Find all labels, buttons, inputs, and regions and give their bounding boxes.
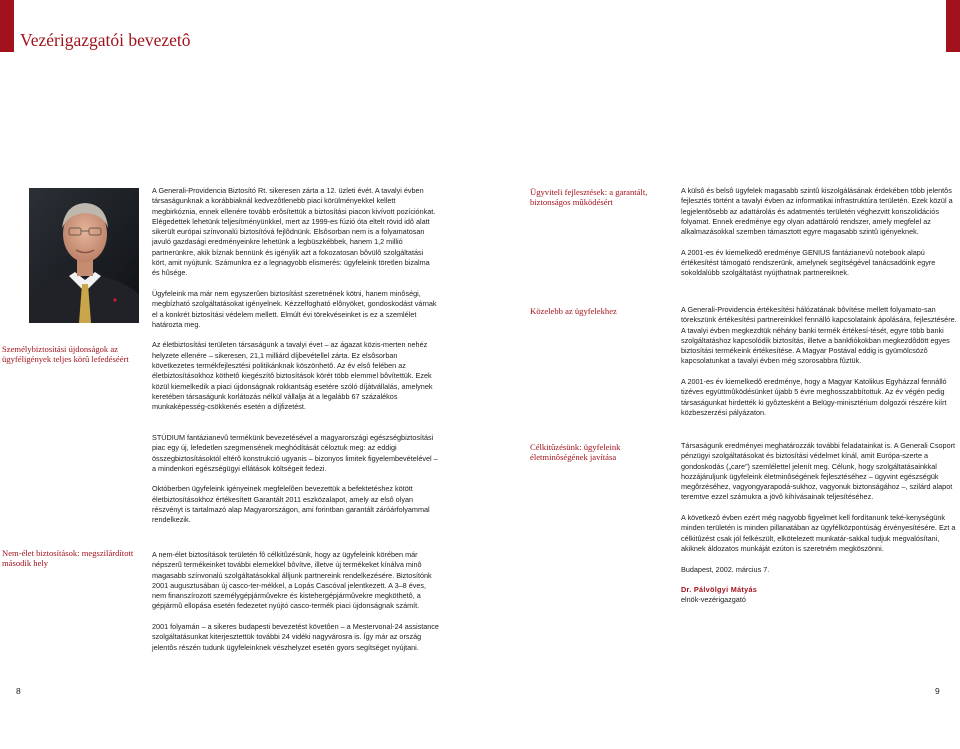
paragraph: Októberben ügyfeleink igényeinek megfelelôen bevezettük a befektetéshez kötött életbiztosításokhoz értékesített Garantált 2011 eszközalapot, amely az elsô olyan részvényt is tartalmazó alap Magyarországon, ami forintban garantált záróárfolyammal rendelkezik. bbox=[152, 484, 430, 525]
left-column-text bbox=[152, 186, 439, 423]
page-title: Vezérigazgatói bevezetô bbox=[20, 30, 191, 50]
left-column-text-nonlife bbox=[152, 550, 439, 663]
paragraph: A következô évben ezért még nagyobb figyelmet kell fordítanunk teké-kenységünk minden területén is minden pillanatában az ügyfélközpontúság érvényesítésére. Ezt a célkitûzést csak jól felkészült, elkötelezett munkatár-sakkal tudjuk megvalósítani, akiknek áldozatos munkáját ezúton is szeretném megköszönni. bbox=[681, 513, 956, 553]
left-accent-bar bbox=[0, 0, 14, 52]
side-heading-life: Személybiztosítási újdonságok az ügyféligények teljes körû lefedéséért bbox=[2, 344, 129, 365]
paragraph: A Generali-Providencia Biztosító Rt. sikeresen zárta a 12. üzleti évét. A tavalyi évben társaságunknak a korábbiaknál kedvezôtlenebb piaci körülményekkel kellett megbirkóznia, ennek ellenére tovább erôsítettük a biztosítási piacon kivívott pozíciónkat. Elégedettek lehetünk teljesítményünkkel, mert az 1999-es fúzió óta eltelt rövid idô alatt sikerült európai színvonalú biztosítóvá fejlôdnünk. Elsôsorban nem is a folyamatosan javuló gazdasági eredményeinkre lehetünk a legbüszkébbek, hanem 1,2 millió partnerünkre, akik bíznak bennünk és igénylik azt a fokozatosan bôvülô szolgáltatási kört, amit nyújtunk. Számunkra ez a legnagyobb elismerés: ügyfeleink töretlen bizalma és hûsége. bbox=[152, 186, 436, 278]
side-heading-it: Ügyviteli fejlesztések: a garantált, biztonságos mûködésért bbox=[530, 187, 648, 208]
signature-date: Budapest, 2002. március 7. bbox=[681, 564, 770, 574]
side-heading-goals: Célkitûzésünk: ügyfeleink életminôségének javítása bbox=[530, 442, 621, 463]
signature-name: Dr. Pálvölgyi Mátyás bbox=[681, 585, 758, 595]
paragraph: A külsô és belsô ügyfelek magasabb szintû kiszolgálásának érdekében több jelentôs fejlesztés történt a tavalyi évben az informatikai infrastruktúra területén. Ezek közül a legjelentôsebb az adattárolás és adatmentés területén véghezvitt konszolidációs folyamat. Ennek eredménye egy olyan adattároló rendszer, amely megfelel az alkalmazásokkal szemben támasztott egyre magasabb szintû igényeknek. bbox=[681, 186, 953, 237]
paragraph: 2001 folyamán – a sikeres budapesti bevezetést követôen – a Mestervonal-24 assistance szolgáltatásunkat kiterjesztettük további 24 vidéki nagyvárosra is. Így már az ország jelentôs részén tudunk ügyfeleinknek vészhelyzet esetén gyors segítséget nyújtani. bbox=[152, 622, 439, 652]
side-heading-customers: Közelebb az ügyfelekhez bbox=[530, 306, 617, 316]
portrait-photo bbox=[29, 188, 139, 323]
right-column-text-customers bbox=[681, 305, 957, 429]
paragraph: STÚDIUM fantázianevû termékünk bevezetésével a magyarországi egészségbiztosítási piac egy új, lefedetlen szegmensének meghódítását céloztuk meg: az eddigi összegbiztosításoktól eltérô konstrukció ugyanis – bizonyos limitek figyelembevételével – a mindenkori egészségügyi ellátások költségeit fedezi. bbox=[152, 433, 438, 473]
page-number-right: 9 bbox=[935, 686, 940, 696]
paragraph: Az életbiztosítási területen társaságunk a tavalyi évet – az ágazat közis-merten nehéz helyzete ellenére – sikeresen, 21,1 milliárd díjbevétellel zárta. Ez elsôsorban következetes termékfejlesztési politikánknak köszönhetô. Az év elsô felében az életbiztosításokhoz köthetô kiegészítô biztosítások körét több elemmel bôvítettük. Ezek közül kiemelkedik a piaci újdonságnak rokkantság esetére szóló díjátvállalás, amelynek keretében társaságunk korlátozás nélkül vállalja át a legalább 67 százalékos munkaképesség-csökkenés esetén a díjfizetést. bbox=[152, 340, 433, 412]
paragraph: A 2001-es év kiemelkedô eredménye, hogy a Magyar Katolikus Egyházzal fennálló tizéves együttmûködésünket újabb 5 évre meghosszabbítottuk. Az év végén pedig társaságunkat hirdették ki gyôztesként a Belügy-minisztérium dolgozói részére kiírt közbeszerzési pályázaton. bbox=[681, 377, 947, 417]
paragraph: A 2001-es év kiemelkedô eredménye GENIUS fantázianevû notebook alapú értékesítést támogató rendszerünk, amelynek segítségével tanácsadóink egyre sokoldalúbb szolgáltatást nyújthatnak partnereiknek. bbox=[681, 247, 936, 278]
right-accent-bar bbox=[946, 0, 960, 52]
paragraph: Társaságunk eredményei meghatározzák további feladatainkat is. A Generali Csoport pénzügyi szolgáltatásokat és biztosítási védelmet kínál, amit Európa-szerte a gondoskodás („care”) szemlélettel jelenít meg. Célunk, hogy szolgáltatásainkkal hozzájáruljunk ügyfeleink életminôségének fejlesztéséhez – ügyvint egészségük megôrzéséhez, vagyongyarapodá-sukhoz, vagyonuk biztonságához –, szilárd alapot teremtve ezzel számukra a jövô kihívásainak teljesítéséhez. bbox=[681, 441, 956, 502]
paragraph: A nem-élet biztosítások területén fô célkitûzésünk, hogy az ügyfeleink körében már népszerû termékeinket további elemekkel bôvítve, illetve új termékeket kínálva minô magasabb színvonalú szolgáltatásokkal álljunk partnereink rendelkezésére. Biztosítónk 2001 augusztusában új casco-ter-mékkel, a Lopás Cascóval jelentkezett. A 3–8 éves, nem finanszírozott személygépjármûvekre és kistehergépjármûvekre megköthetô, a gépjármû ellopása esetén fedezetet nyújtó casco-termék piaci újdonságnak számít. bbox=[152, 550, 432, 611]
page-number-left: 8 bbox=[16, 686, 21, 696]
paragraph: Ügyfeleink ma már nem egyszerûen biztosítást szeretnének kötni, hanem minôségi, megbízható szolgáltatásokat igényelnek. Kézzelfogható elônyöket, gondoskodást várnak el a konkrét biztosítási védelem mellett. Elmúlt évi törekvéseinket is ez a szemlélet határozta meg. bbox=[152, 288, 437, 329]
right-column-text-it bbox=[681, 186, 957, 289]
left-column-text-lower bbox=[152, 433, 439, 536]
signature-role: elnök-vezérigazgató bbox=[681, 595, 746, 605]
right-column-text-goals bbox=[681, 441, 957, 606]
paragraph: A Generali-Providencia értékesítési hálózatának bôvítése mellett folyamato-san törekszünk értékesítési partnereinkkel fennálló kapcsolataink ápolására, fejlesztésére. A tavalyi évben megkezdtük néhány banki termék értékesí-tését, egyre több banki szolgáltatáshoz kapcsolódik biztosítás, illetve a bankfiókokban megkezdôdött egyes biztosítási termékeink értékesítése. A Magyar Postával eddig is gyümölcsözô kapcsolatunkat a tavalyi évben még szorosabbra fûztük. bbox=[681, 305, 957, 366]
side-heading-nonlife: Nem-élet biztosítások: megszilárdított második hely bbox=[2, 548, 134, 569]
